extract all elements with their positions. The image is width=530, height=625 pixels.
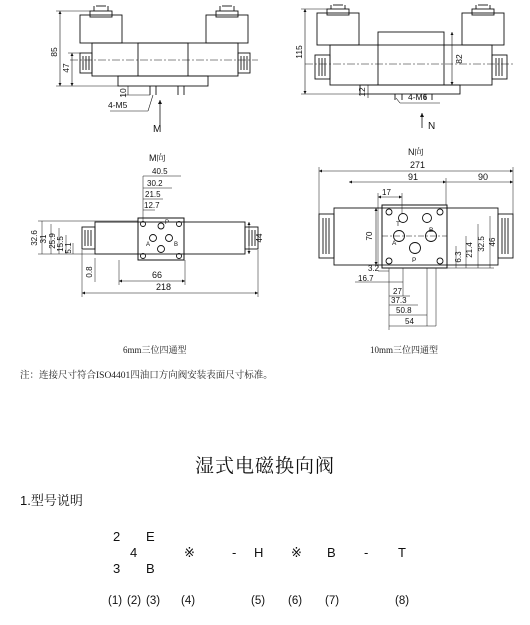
dim-21-5: 21.5 (145, 190, 161, 199)
arrow-n-label: N (428, 121, 436, 132)
code-h: H (254, 545, 264, 560)
dim-218: 218 (156, 282, 172, 292)
dim-12-7: 12.7 (144, 201, 160, 210)
m-view-title: M向 (149, 153, 166, 163)
side-view-10mm (301, 5, 515, 128)
dim-46: 46 (488, 237, 497, 247)
label-7: (7) (325, 595, 340, 607)
dim-31: 31 (39, 234, 48, 244)
m-port-p: P (165, 220, 170, 226)
arrow-m-label: M (153, 124, 162, 135)
code-b: B (327, 545, 336, 560)
label-1: (1) (108, 595, 123, 607)
code-mark-2: ※ (291, 545, 302, 560)
dim-85: 85 (49, 47, 59, 57)
n-port-p: P (412, 257, 417, 264)
dim-90: 90 (478, 172, 489, 182)
dim-50-8: 50.8 (396, 306, 412, 315)
n-port-b: B (429, 227, 434, 234)
dim-37-3: 37.3 (391, 296, 407, 305)
code-b-option: B (146, 561, 155, 576)
m-port-b: B (174, 242, 179, 248)
label-8: (8) (395, 595, 410, 607)
dim-44: 44 (255, 233, 264, 243)
label-5: (5) (251, 595, 266, 607)
dim-3-2: 3.2 (368, 264, 380, 273)
n-view-title: N向 (408, 147, 424, 157)
dim-40-5: 40.5 (152, 167, 168, 176)
dim-6-3: 6.3 (454, 251, 463, 263)
dim-271: 271 (410, 160, 426, 170)
m-port-a: A (146, 242, 151, 248)
code-e: E (146, 529, 155, 544)
dim-70: 70 (365, 231, 374, 241)
dim-4-m5: 4-M5 (108, 100, 128, 110)
dim-32-6: 32.6 (30, 230, 39, 246)
dim-16-7: 16.7 (358, 274, 374, 283)
code-4: 4 (130, 545, 138, 560)
n-port-t: T (396, 221, 400, 228)
side-view-6mm (56, 6, 258, 125)
section-heading: 1.型号说明 (20, 493, 83, 508)
dim-4-m6: 4-M6 (408, 92, 428, 102)
dim-27: 27 (393, 287, 402, 296)
label-2: (2) (127, 595, 142, 607)
n-port-a: A (392, 240, 397, 247)
dim-21-4: 21.4 (465, 242, 474, 258)
caption-10mm: 10mm三位四通型 (370, 345, 439, 355)
label-3: (3) (146, 595, 161, 607)
dim-32-5: 32.5 (477, 236, 486, 252)
label-4: (4) (181, 595, 196, 607)
caption-6mm: 6mm三位四通型 (123, 345, 187, 355)
code-t: T (398, 545, 406, 560)
dim-91: 91 (408, 172, 419, 182)
dim-30-2: 30.2 (147, 179, 163, 188)
dim-15-5: 15.5 (56, 236, 65, 252)
code-dash-1: - (232, 545, 237, 560)
dim-17: 17 (382, 188, 391, 197)
code-dash-2: - (364, 545, 369, 560)
dim-10: 10 (118, 88, 128, 98)
label-6: (6) (288, 595, 303, 607)
dim-47: 47 (61, 63, 71, 73)
dim-5-1: 5.1 (64, 242, 73, 254)
code-2: 2 (113, 529, 121, 544)
dim-54: 54 (405, 317, 414, 326)
code-3: 3 (113, 561, 121, 576)
dim-25-9: 25.9 (48, 233, 57, 249)
code-mark-1: ※ (184, 545, 195, 560)
page-title: 湿式电磁换向阀 (194, 456, 335, 477)
dim-12: 12 (357, 87, 367, 97)
standard-note: 注：连接尺寸符合ISO4401四油口方向阀安装表面尺寸标准。 (20, 371, 273, 381)
dim-0-8: 0.8 (85, 266, 94, 278)
dim-82: 82 (454, 54, 464, 64)
dim-66: 66 (152, 270, 163, 280)
dim-115: 115 (294, 45, 304, 59)
